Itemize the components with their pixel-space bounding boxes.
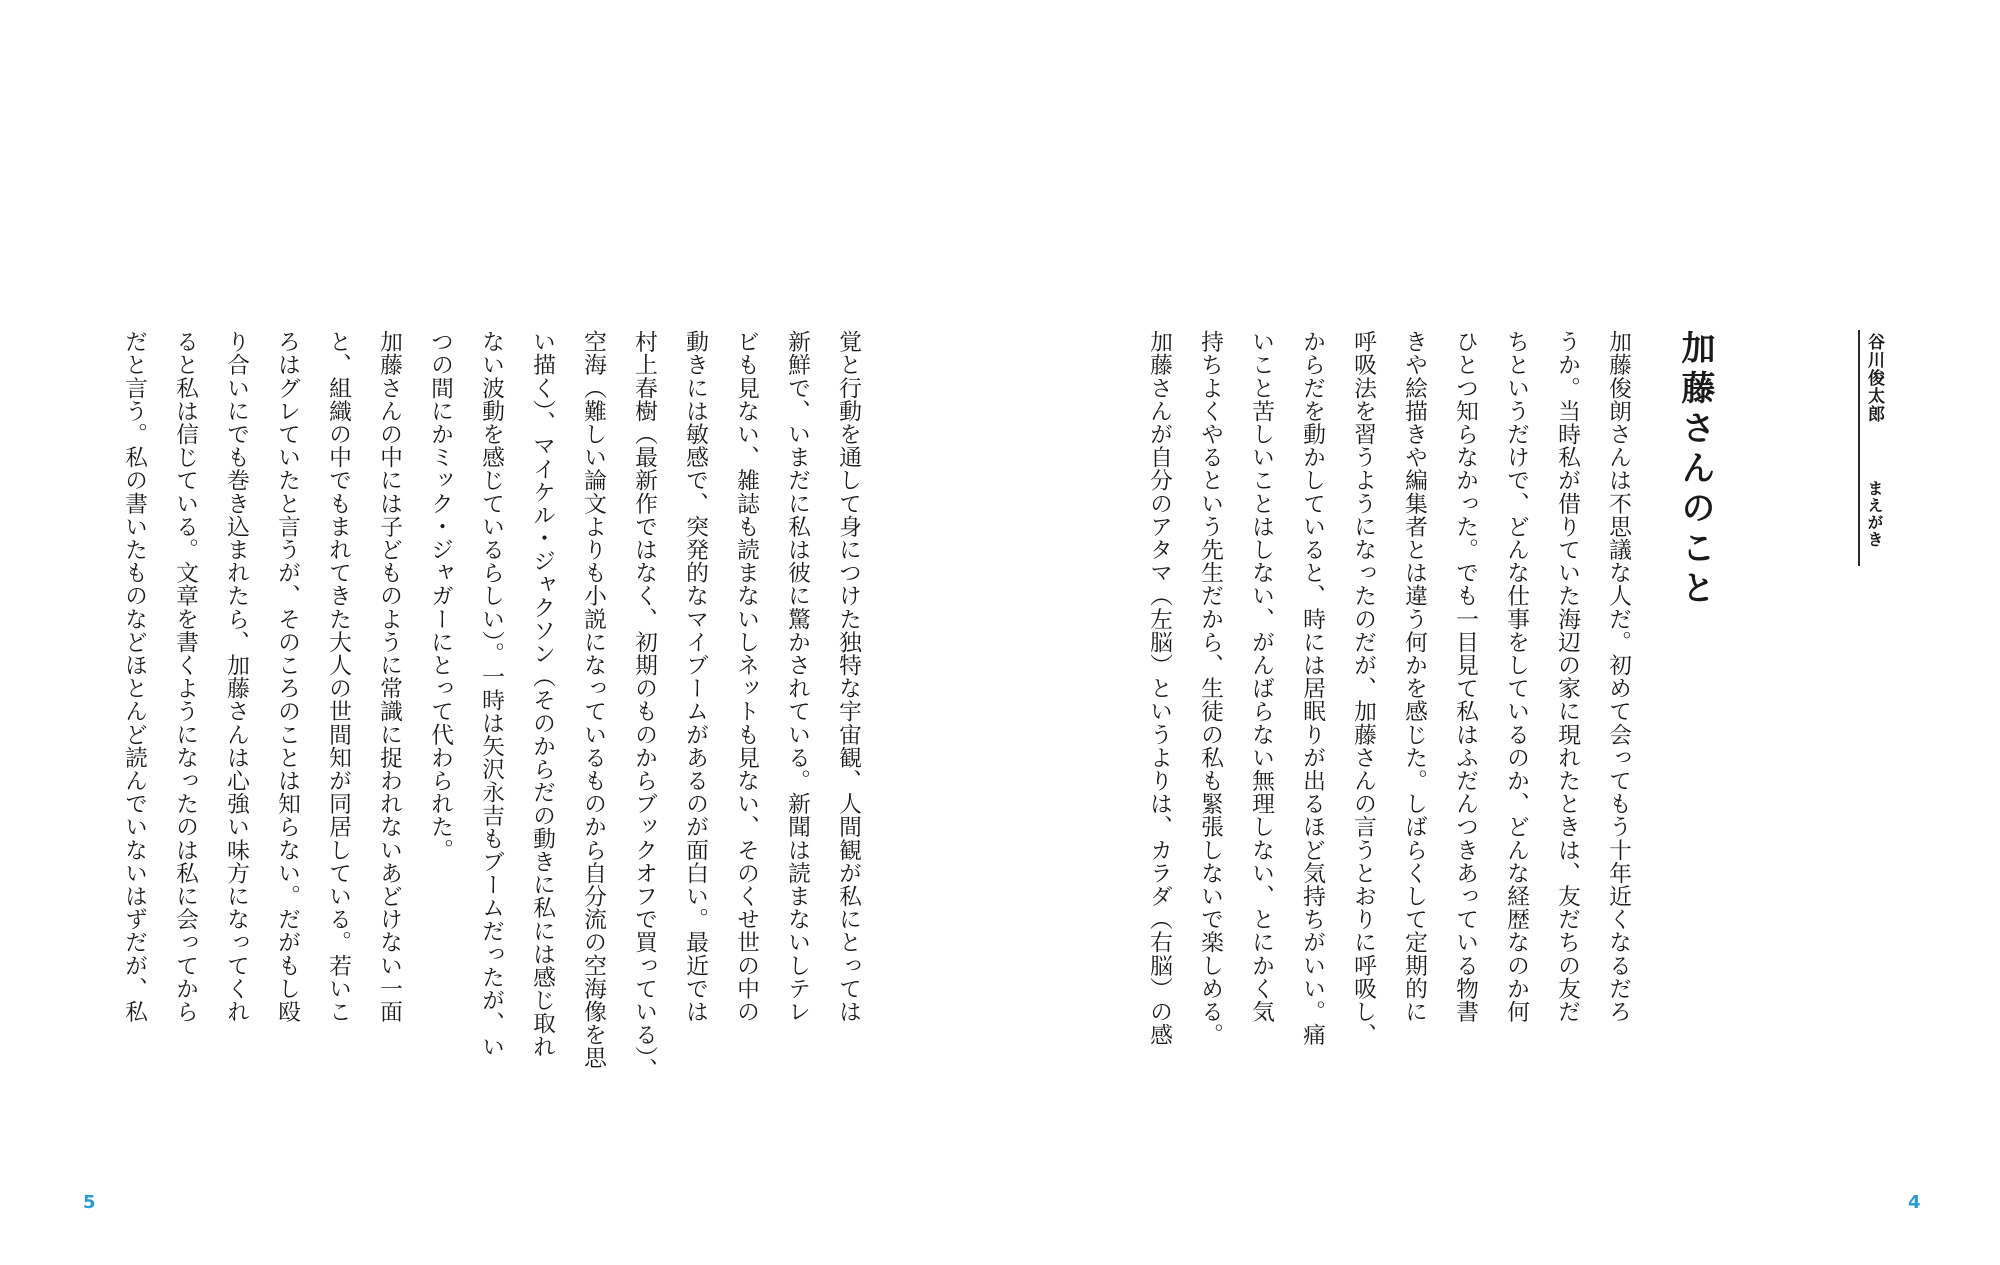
body-line: 加藤さんの中には子どものように常識に捉われないあどけない一面 [376, 330, 402, 1023]
body-line: だと言う。私の書いたものなどほとんど読んでいないはずだが、私 [121, 330, 147, 1023]
body-line: ちというだけで、どんな仕事をしているのか、どんな経歴なのか何 [1503, 330, 1529, 1023]
section-label: まえがき [1865, 480, 1884, 548]
header-rule [1858, 330, 1860, 566]
body-line: きや絵描きや編集者とは違う何かを感じた。しばらくして定期的に [1401, 330, 1427, 1023]
body-line: いこと苦しいことはしない、がんばらない無理しない、とにかく気 [1248, 330, 1274, 1023]
body-line: からだを動かしていると、時には居眠りが出るほど気持ちがいい。痛 [1299, 330, 1325, 1047]
body-line: 持ちよくやるという先生だから、生徒の私も緊張しないで楽しめる。 [1197, 330, 1223, 1047]
body-line: ない波動を感じているらしい）。一時は矢沢永吉もブームだったが、い [478, 330, 504, 1058]
body-line: ビも見ない、雑誌も読まないしネットも見ない、そのくせ世の中の [733, 330, 759, 1023]
body-line: 動きには敏感で、突発的なマイブームがあるのが面白い。最近では [682, 330, 708, 1023]
body-line: ると私は信じている。文章を書くようになったのは私に会ってから [172, 330, 198, 1023]
chapter-title: 加藤さんのこと [1675, 330, 1715, 610]
body-line: つの間にかミック・ジャガーにとって代わられた。 [427, 330, 453, 862]
body-line: 新鮮で、いまだに私は彼に驚かされている。新聞は読まないしテレ [784, 330, 810, 1023]
page-number-right: 4 [1908, 1192, 1921, 1213]
body-line: 呼吸法を習うようになったのだが、加藤さんの言うとおりに呼吸し、 [1350, 330, 1376, 1047]
author-name: 谷川俊太郎 [1864, 333, 1884, 423]
page-number-left: 5 [83, 1192, 96, 1213]
body-line: 加藤俊朗さんは不思議な人だ。初めて会ってもう十年近くなるだろ [1605, 330, 1631, 1023]
body-line: ろはグレていたと言うが、そのころのことは知らない。だがもし殴 [274, 330, 300, 1023]
body-line: 村上春樹（最新作ではなく、初期のものからブックオフで買っている）、 [631, 330, 657, 1081]
body-line: うか。当時私が借りていた海辺の家に現れたときは、友だちの友だ [1554, 330, 1580, 1023]
body-line: 空海（難しい論文よりも小説になっているものから自分流の空海像を思 [580, 330, 606, 1070]
body-line: い描く）、マイケル・ジャクソン（そのからだの動きに私には感じ取れ [529, 330, 555, 1058]
body-line: 覚と行動を通して身につけた独特な宇宙観、人間観が私にとっては [835, 330, 861, 1023]
body-line: ひとつ知らなかった。でも一目見て私はふだんつきあっている物書 [1452, 330, 1478, 1023]
body-line: 加藤さんが自分のアタマ（左脳）というよりは、カラダ（右脳）の感 [1146, 330, 1172, 1047]
body-line: と、組織の中でもまれてきた大人の世間知が同居している。若いこ [325, 330, 351, 1023]
body-line: り合いにでも巻き込まれたら、加藤さんは心強い味方になってくれ [223, 330, 249, 1023]
